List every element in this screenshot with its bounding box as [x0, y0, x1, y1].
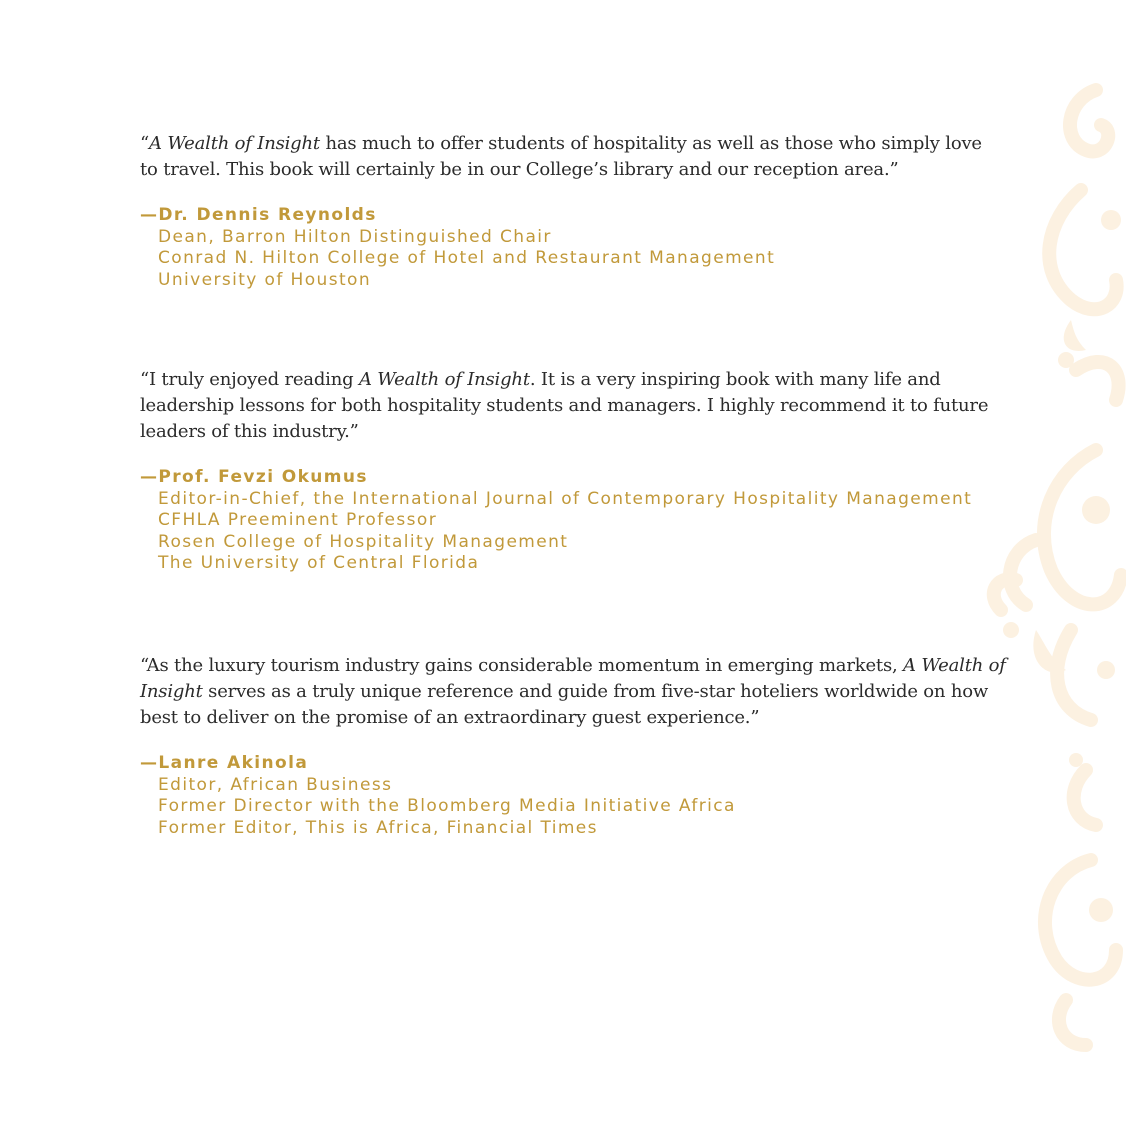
endorser-title: Former Director with the Bloomberg Media Initiative Africa	[158, 796, 736, 816]
endorsement-reynolds	[140, 131, 1000, 291]
endorsement-okumus	[140, 367, 1030, 575]
endorser-title: Editor, African Business	[158, 774, 393, 795]
endorsement-attribution	[140, 205, 1000, 291]
endorsement-quote	[140, 131, 1000, 183]
quote-text: “I truly enjoyed reading	[140, 369, 359, 390]
book-title: A Wealth of Insight	[149, 133, 320, 154]
endorsement-akinola	[140, 653, 1020, 839]
endorser-university: University of Houston	[158, 269, 372, 290]
book-title: A Wealth of Insight	[358, 369, 530, 390]
endorser-institution: Conrad N. Hilton College of Hotel and Restaurant Management	[158, 248, 776, 268]
quote-text: “As the luxury tourism industry gains considerable momentum in emerging markets,	[140, 655, 904, 676]
endorser-name: —Dr. Dennis Reynolds	[140, 205, 377, 225]
endorser-institution: Rosen College of Hospitality Management	[158, 531, 569, 552]
endorser-name: —Prof. Fevzi Okumus	[140, 467, 368, 487]
quote-text: has much to offer students of hospitality as well as those who simply love to travel. This book will certainly be in our College’s library and our reception area.”	[140, 133, 982, 180]
endorser-title: CFHLA Preeminent Professor	[158, 510, 438, 530]
endorser-title: Editor-in-Chief, the International Journal of Contemporary Hospitality Management	[158, 488, 973, 509]
endorser-title: Dean, Barron Hilton Distinguished Chair	[158, 226, 552, 247]
quote-text: “	[140, 133, 150, 154]
book-title: A Wealth of Insight	[140, 655, 1006, 702]
endorsement-quote	[140, 653, 1020, 731]
endorser-title: Former Editor, This is Africa, Financial Times	[158, 817, 598, 838]
endorser-name: —Lanre Akinola	[140, 753, 309, 773]
quote-text: serves as a truly unique reference and guide from five-star hoteliers worldwide on how best to deliver on the promise of an extraordinary guest experience.”	[140, 681, 989, 728]
endorsement-attribution	[140, 467, 1030, 575]
endorsement-quote	[140, 367, 1030, 445]
quote-text: . It is a very inspiring book with many life and leadership lessons for both hospitality students and managers. I highly recommend it to future leaders of this industry.”	[140, 369, 989, 442]
endorser-university: The University of Central Florida	[158, 553, 480, 573]
endorsement-attribution	[140, 753, 1020, 839]
